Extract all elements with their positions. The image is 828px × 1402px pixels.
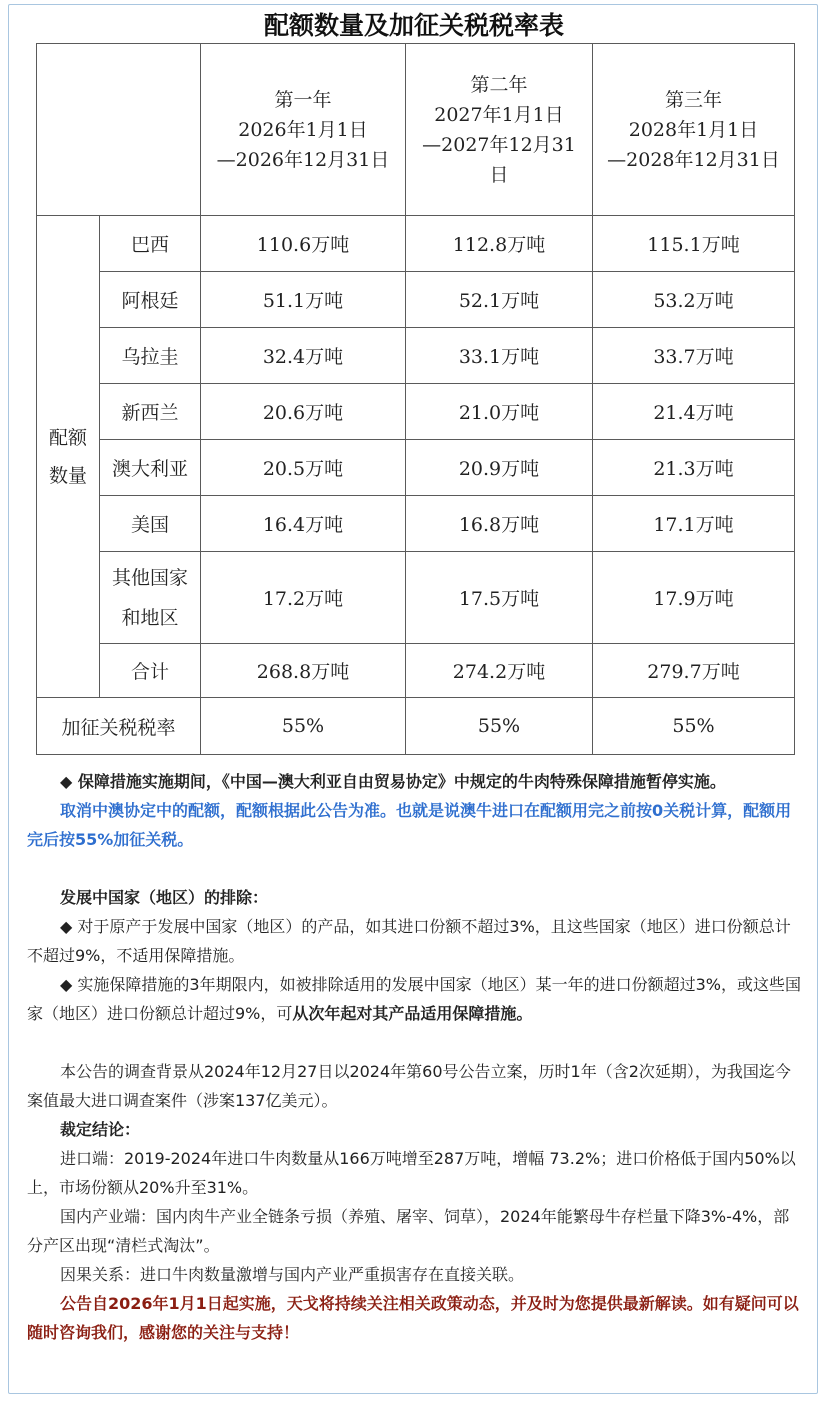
quota-value: 51.1万吨 [201, 272, 406, 328]
quota-label-line-1: 配额 [48, 426, 87, 449]
header-blank-cell [37, 44, 201, 216]
total-label: 合计 [100, 644, 201, 698]
quota-value: 52.1万吨 [406, 272, 593, 328]
tariff-row [37, 698, 795, 755]
quota-value: 20.5万吨 [201, 440, 406, 496]
total-value: 268.8万吨 [201, 644, 406, 698]
quota-value: 21.0万吨 [406, 384, 593, 440]
country-name-line-1: 其他国家 [111, 566, 188, 589]
quota-value: 21.4万吨 [593, 384, 795, 440]
total-row [37, 644, 795, 698]
country-name [100, 552, 201, 644]
developing-exclusion-2-text: ◆ 实施保障措施的3年期限内，如被排除适用的发展中国家（地区）某一年的进口份额超过3%，或这些国家（地区）进口份额总计超过9%，可 [27, 975, 801, 1023]
import-side-paragraph: 进口端：2019-2024年进口牛肉数量从166万吨增至287万吨，增幅 73.2%；进口价格低于国内50%以上，市场份额从20%升至31%。 [27, 1149, 796, 1197]
conclusion-heading: 裁定结论： [60, 1120, 141, 1139]
tariff-value: 55% [406, 698, 593, 755]
developing-exclusion-2 [27, 970, 803, 1028]
quota-value: 20.9万吨 [406, 440, 593, 496]
country-name: 澳大利亚 [100, 440, 201, 496]
year-2-name: 第二年 [470, 73, 528, 96]
country-name: 乌拉圭 [100, 328, 201, 384]
table-row [37, 440, 795, 496]
tariff-value: 55% [201, 698, 406, 755]
domestic-side-paragraph: 国内产业端：国内肉牛产业全链条亏损（养殖、屠宰、饲草），2024年能繁母牛存栏量下降3%-4%，部分产区出现“清栏式淘汰”。 [27, 1207, 790, 1255]
table-row [37, 552, 795, 644]
year-2-header [406, 44, 593, 216]
country-name-line-2: 和地区 [121, 606, 179, 629]
quota-table [36, 43, 795, 755]
quota-value: 110.6万吨 [201, 216, 406, 272]
notes-section [27, 767, 803, 1347]
quota-value: 21.3万吨 [593, 440, 795, 496]
year-3-header [593, 44, 795, 216]
tariff-label: 加征关税税率 [37, 698, 201, 755]
tariff-value: 55% [593, 698, 795, 755]
year-3-name: 第三年 [664, 88, 722, 111]
closing-paragraph: 公告自2026年1月1日起实施，天戈将持续关注相关政策动态，并及时为您提供最新解读。如有疑问可以随时咨询我们，感谢您的关注与支持！ [27, 1294, 799, 1342]
table-row [37, 496, 795, 552]
quota-value: 16.4万吨 [201, 496, 406, 552]
quota-value: 17.5万吨 [406, 552, 593, 644]
quota-value: 112.8万吨 [406, 216, 593, 272]
cancel-quota-note: 取消中澳协定中的配额，配额根据此公告为准。也就是说澳牛进口在配额用完之前按0关税计算，配额用完后按55%加征关税。 [27, 801, 792, 849]
year-1-header [201, 44, 406, 216]
table-title: 配额数量及加征关税税率表 [263, 11, 564, 40]
background-paragraph: 本公告的调查背景从2024年12月27日以2024年第60号公告立案，历时1年（含2次延期），为我国迄今案值最大进口调查案件（涉案137亿美元）。 [27, 1062, 791, 1110]
developing-heading: 发展中国家（地区）的排除： [60, 888, 269, 907]
total-value: 279.7万吨 [593, 644, 795, 698]
year-1-name: 第一年 [274, 88, 332, 111]
country-name: 阿根廷 [100, 272, 201, 328]
quota-value: 20.6万吨 [201, 384, 406, 440]
quota-value: 17.2万吨 [201, 552, 406, 644]
developing-exclusion-1: ◆ 对于原产于发展中国家（地区）的产品，如其进口份额不超过3%，且这些国家（地区）进口份额总计不超过9%，不适用保障措施。 [27, 917, 791, 965]
safeguard-note: ◆ 保障措施实施期间，《中国—澳大利亚自由贸易协定》中规定的牛肉特殊保障措施暂停实施。 [60, 772, 726, 791]
quota-value: 17.1万吨 [593, 496, 795, 552]
country-name: 美国 [100, 496, 201, 552]
quota-value: 53.2万吨 [593, 272, 795, 328]
year-3-start: 2028年1月1日 [628, 118, 759, 141]
country-name: 巴西 [100, 216, 201, 272]
year-1-start: 2026年1月1日 [238, 118, 368, 141]
quota-value: 32.4万吨 [201, 328, 406, 384]
table-header-row [37, 44, 795, 216]
causality-paragraph: 因果关系：进口牛肉数量激增与国内产业严重损害存在直接关联。 [60, 1265, 525, 1284]
quota-label-line-2: 数量 [48, 464, 87, 487]
table-row [37, 384, 795, 440]
quota-value: 33.1万吨 [406, 328, 593, 384]
developing-exclusion-2-bold: 从次年起对其产品适用保障措施。 [292, 1004, 533, 1023]
quota-value: 16.8万吨 [406, 496, 593, 552]
table-row [37, 272, 795, 328]
quota-value: 17.9万吨 [593, 552, 795, 644]
quota-group-label [37, 216, 100, 698]
year-3-end: —2028年12月31日 [607, 148, 780, 171]
year-1-end: —2026年12月31日 [216, 148, 390, 171]
table-row [37, 216, 795, 272]
country-name: 新西兰 [100, 384, 201, 440]
total-value: 274.2万吨 [406, 644, 593, 698]
quota-value: 115.1万吨 [593, 216, 795, 272]
quota-value: 33.7万吨 [593, 328, 795, 384]
year-2-start: 2027年1月1日 [434, 103, 564, 126]
table-row [37, 328, 795, 384]
year-2-end: —2027年12月31日 [422, 133, 576, 186]
